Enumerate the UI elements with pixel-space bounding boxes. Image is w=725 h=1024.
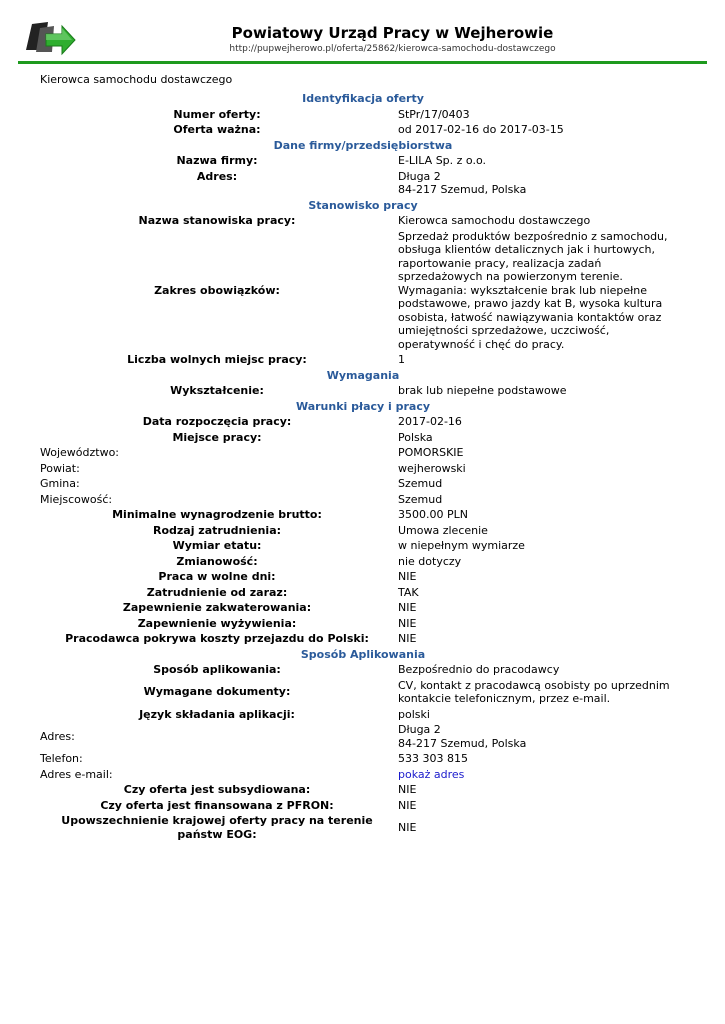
row-label: Pracodawca pokrywa koszty przejazdu do Polski: xyxy=(65,632,369,645)
section-row xyxy=(38,138,688,154)
table-row xyxy=(38,569,688,585)
row-label: Język składania aplikacji: xyxy=(139,707,295,721)
address-line-1: Długa 2 xyxy=(398,169,441,183)
row-label: Adres e-mail: xyxy=(40,767,113,781)
section-row xyxy=(38,647,688,663)
table-row xyxy=(38,430,688,446)
table-row xyxy=(38,554,688,570)
row-value: od 2017-02-16 do 2017-03-15 xyxy=(398,123,564,136)
table-row xyxy=(38,616,688,632)
row-value: wejherowski xyxy=(398,461,466,475)
table-row xyxy=(38,751,688,767)
row-value: nie dotyczy xyxy=(398,554,462,568)
row-value: Szemud xyxy=(398,492,443,506)
table-row xyxy=(38,414,688,430)
table-row xyxy=(38,461,688,477)
row-label: Rodzaj zatrudnienia: xyxy=(152,523,282,537)
row-value xyxy=(396,767,688,783)
section-heading-aplikowanie: Sposób Aplikowania xyxy=(300,647,426,661)
row-value: NIE xyxy=(398,798,417,812)
section-heading-identyfikacja: Identyfikacja oferty xyxy=(302,92,424,105)
row-label: Gmina: xyxy=(40,477,80,490)
row-value: 3500.00 PLN xyxy=(398,508,468,521)
job-title: Kierowca samochodu dostawczego xyxy=(40,73,233,86)
row-label: Nazwa firmy: xyxy=(176,154,258,167)
row-label: Upowszechnienie krajowej oferty pracy na terenie państw EOG: xyxy=(61,814,373,841)
row-value: Polska xyxy=(398,430,433,444)
row-label: Adres: xyxy=(196,169,238,183)
section-row xyxy=(38,198,688,214)
table-row xyxy=(38,213,688,229)
row-value: NIE xyxy=(398,820,417,834)
section-row xyxy=(38,91,688,107)
row-value xyxy=(396,722,688,751)
row-label: Zatrudnienie od zaraz: xyxy=(146,585,288,599)
table-row xyxy=(38,538,688,554)
row-value: NIE xyxy=(398,632,417,645)
table-row xyxy=(38,122,688,138)
row-label: Czy oferta jest subsydiowana: xyxy=(123,783,311,796)
row-label: Zmianowość: xyxy=(176,554,258,568)
row-value: brak lub niepełne podstawowe xyxy=(398,384,567,397)
table-row xyxy=(38,813,688,842)
table-row xyxy=(38,798,688,814)
row-label: Wykształcenie: xyxy=(170,384,264,397)
table-row xyxy=(38,782,688,798)
row-value: StPr/17/0403 xyxy=(398,107,470,121)
row-label: Zapewnienie wyżywienia: xyxy=(137,616,297,630)
row-value: 2017-02-16 xyxy=(398,415,462,428)
show-email-link[interactable]: pokaż adres xyxy=(398,767,465,781)
row-label: Miejscowość: xyxy=(40,492,113,506)
section-heading-firma: Dane firmy/przedsiębiorstwa xyxy=(273,138,453,152)
row-value: NIE xyxy=(398,601,417,614)
row-label: Czy oferta jest finansowana z PFRON: xyxy=(100,798,334,812)
table-row xyxy=(38,600,688,616)
row-value: Umowa zlecenie xyxy=(398,523,488,537)
row-value: w niepełnym wymiarze xyxy=(398,539,525,552)
offer-table xyxy=(38,91,688,842)
row-value: TAK xyxy=(398,585,419,599)
table-row xyxy=(38,445,688,461)
table-row xyxy=(38,678,688,707)
row-value: Kierowca samochodu dostawczego xyxy=(398,214,591,227)
row-value: 533 303 815 xyxy=(398,752,468,765)
table-row xyxy=(38,492,688,508)
row-label: Numer oferty: xyxy=(173,107,261,121)
row-value: polski xyxy=(398,707,430,721)
table-row xyxy=(38,383,688,399)
row-label: Adres: xyxy=(40,729,75,743)
table-row xyxy=(38,767,688,783)
row-value: Szemud xyxy=(398,477,443,490)
row-label: Data rozpoczęcia pracy: xyxy=(142,415,292,428)
row-label: Telefon: xyxy=(40,752,83,765)
row-label: Wymagane dokumenty: xyxy=(143,685,291,699)
table-row xyxy=(38,662,688,678)
table-row xyxy=(38,107,688,123)
address-line-2: 84-217 Szemud, Polska xyxy=(398,736,527,750)
row-value: POMORSKIE xyxy=(398,446,464,459)
table-row xyxy=(38,476,688,492)
row-label: Województwo: xyxy=(40,446,120,459)
row-value: Bezpośrednio do pracodawcy xyxy=(398,663,560,676)
page-header xyxy=(0,0,725,66)
row-value: NIE xyxy=(398,783,417,796)
row-value: E-LILA Sp. z o.o. xyxy=(398,154,486,167)
table-row xyxy=(38,523,688,539)
table-row xyxy=(38,352,688,368)
page-url: http://pupwejherowo.pl/oferta/25862/kierowca-samochodu-dostawczego xyxy=(229,44,556,54)
table-row xyxy=(38,722,688,751)
section-heading-stanowisko: Stanowisko pracy xyxy=(308,198,418,212)
row-label: Liczba wolnych miejsc pracy: xyxy=(127,353,307,366)
table-row xyxy=(38,229,688,353)
row-value: CV, kontakt z pracodawcą osobisty po uprzednim kontakcie telefonicznym, przez e-mail. xyxy=(398,678,670,705)
table-row xyxy=(38,507,688,523)
row-value xyxy=(396,169,688,198)
table-row xyxy=(38,707,688,723)
row-label: Zapewnienie zakwaterowania: xyxy=(122,601,312,614)
row-label: Wymiar etatu: xyxy=(172,539,262,552)
row-label: Miejsce pracy: xyxy=(172,430,262,444)
row-label: Praca w wolne dni: xyxy=(158,570,276,583)
row-value: Sprzedaż produktów bezpośrednio z samochodu, obsługa klientów detalicznych jak i hurtowych, raportowanie pracy, realizacja zadań sprzedażowych na powierzonym terenie. Wymagania: wykształcenie brak lub niepełne podstawowe, prawo jazdy kat B, wysoka kultura osobista, łatwość nawiązywania kontaktów oraz umiejętności sprzedażowe, uczciwość, operatywność i chęć do pracy. xyxy=(398,229,668,351)
page-title: Powiatowy Urząd Pracy w Wejherowie xyxy=(231,24,554,42)
table-row xyxy=(38,585,688,601)
arrow-logo-icon xyxy=(24,20,76,56)
section-row xyxy=(38,368,688,384)
table-row xyxy=(38,153,688,169)
address-line-2: 84-217 Szemud, Polska xyxy=(398,183,527,196)
section-row xyxy=(38,399,688,415)
row-label: Sposób aplikowania: xyxy=(153,663,281,676)
row-value: NIE xyxy=(398,570,417,583)
section-heading-warunki: Warunki płacy i pracy xyxy=(295,399,431,413)
row-value: 1 xyxy=(398,353,405,366)
address-line-1: Długa 2 xyxy=(398,723,441,736)
section-heading-wymagania: Wymagania xyxy=(326,368,400,382)
row-label: Powiat: xyxy=(40,461,80,475)
row-label: Minimalne wynagrodzenie brutto: xyxy=(112,508,322,521)
header-divider xyxy=(18,61,707,64)
row-value: NIE xyxy=(398,616,417,630)
table-row xyxy=(38,169,688,198)
table-row xyxy=(38,631,688,647)
row-label: Nazwa stanowiska pracy: xyxy=(138,214,296,227)
row-label: Oferta ważna: xyxy=(173,123,261,136)
row-label: Zakres obowiązków: xyxy=(154,283,280,297)
